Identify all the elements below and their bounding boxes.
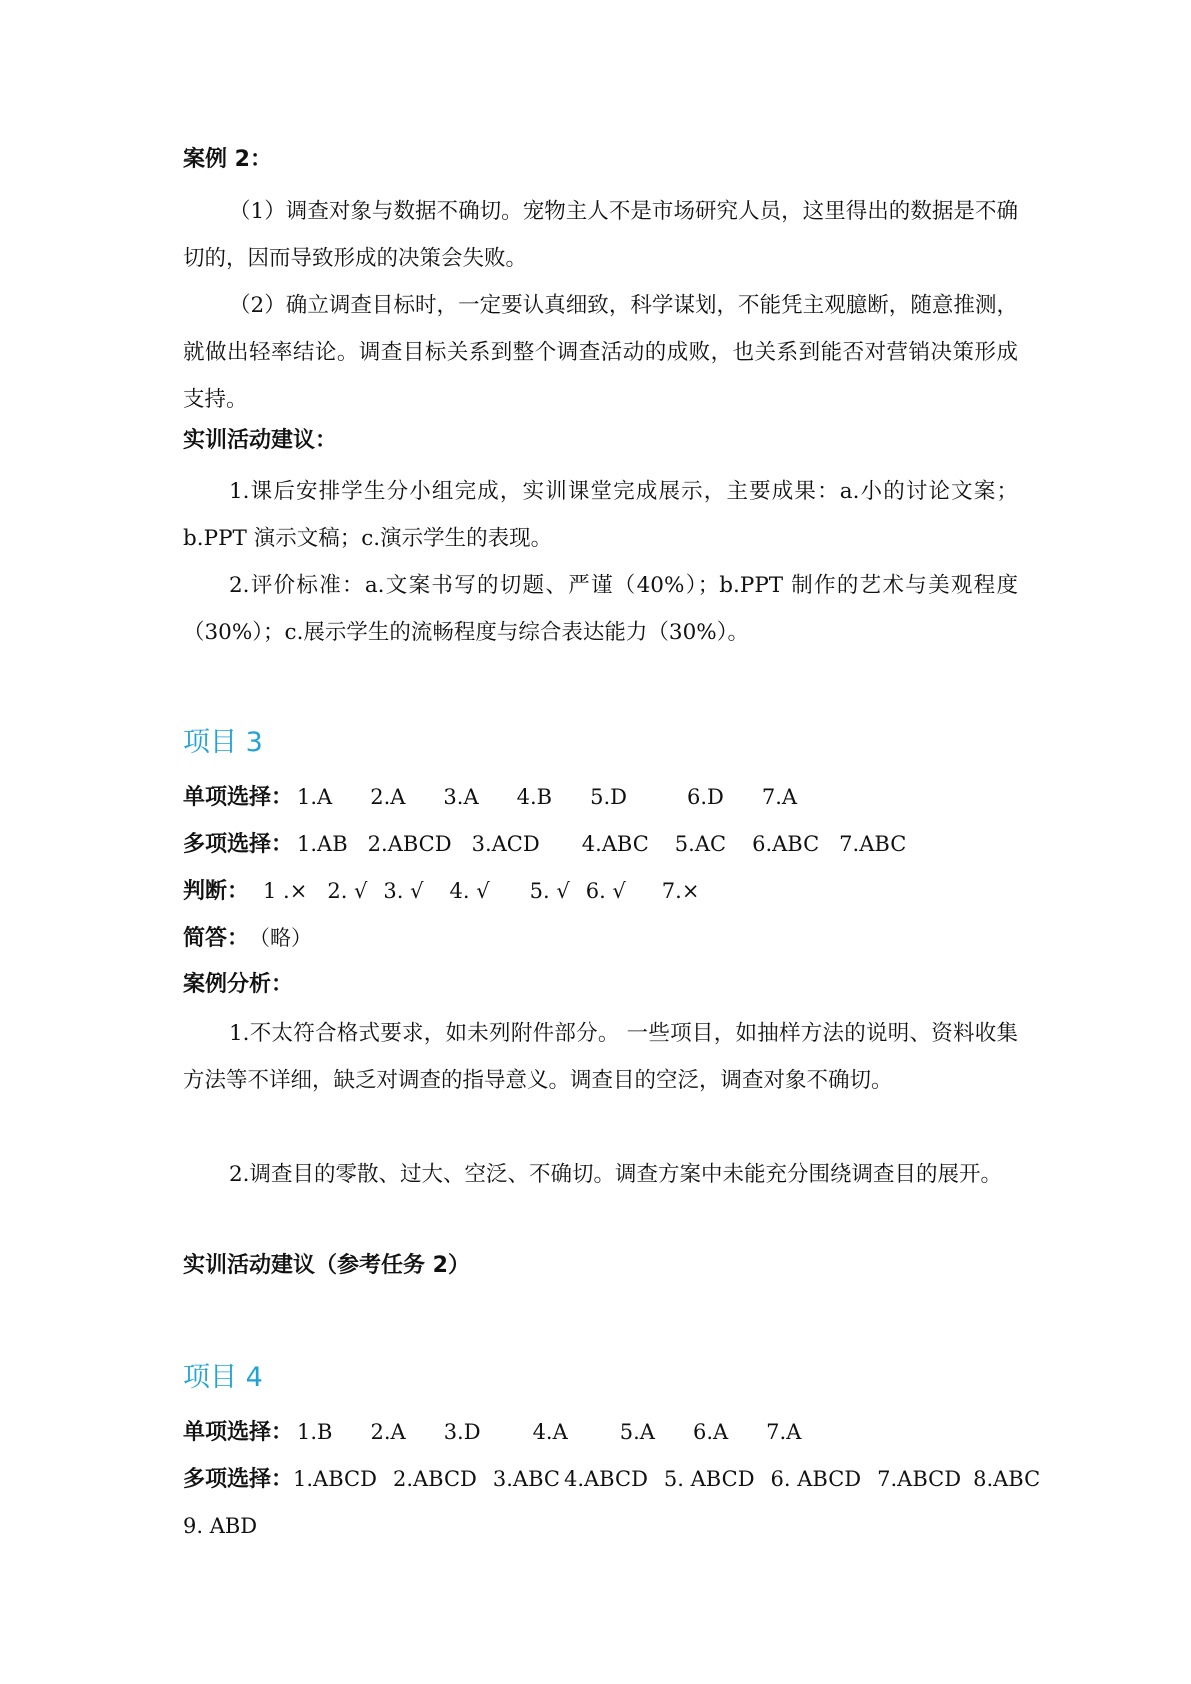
project4-single-choice-row [183,1420,1018,1445]
short-answer-label: 简答： [183,926,250,951]
project4-multi-choice-row [183,1467,1041,1492]
answer-item: 6. ABCD [770,1467,862,1491]
answer-item: 4.B [516,785,553,809]
answer-item: 3.ACD [471,832,540,856]
judge-label: 判断： [183,879,250,904]
case2-label: 案例 2： [183,147,272,172]
answer-item: 1.AB [297,832,348,856]
project3-judge-row [183,879,1018,904]
answer-item: 4.A [532,1420,568,1444]
answer-item: 1.ABCD [293,1467,377,1491]
multi-choice-label: 多项选择： [183,1467,294,1492]
single-choice-label: 单项选择： [183,1420,294,1445]
answer-item: 7.A [766,1420,802,1444]
project3-multi-choice-row [183,832,1018,857]
case2-paragraph-1: （1）调查对象与数据不确切。宠物主人不是市场研究人员，这里得出的数据是不确切的，因而导致形成的决策会失败。 [183,199,1018,271]
answer-item: 5.A [619,1420,655,1444]
answer-item: 5.AC [674,832,727,856]
answer-item: 3. √ [383,879,424,903]
answer-item: 4.ABC [581,832,649,856]
answer-item: 5. ABCD [663,1467,755,1491]
answer-item: 6.ABC [752,832,820,856]
answer-item: 3.A [443,785,479,809]
answer-item: 1.B [297,1420,333,1444]
answer-item: 5. √ [529,879,570,903]
answer-item: 5.D [590,785,627,809]
answer-item: 3.ABC [492,1467,560,1491]
case-analysis-label: 案例分析： [183,972,294,997]
training-label: 实训活动建议： [183,428,338,453]
answer-item: 8.ABC [973,1467,1041,1491]
answer-item: 7.ABC [839,832,907,856]
answer-item: 2.ABCD [392,1467,477,1491]
answer-item: 4.ABCD [563,1467,648,1491]
answer-item: 6. √ [585,879,626,903]
single-choice-label: 单项选择： [183,785,294,810]
training-paragraph-1: 1.课后安排学生分小组完成，实训课堂完成展示，主要成果：a.小的讨论文案；b.PPT 演示文稿；c.演示学生的表现。 [183,479,1018,551]
project3-short-answer-row [183,926,1018,951]
project3-training-label: 实训活动建议（参考任务 2） [183,1253,470,1278]
project4-heading: 项目 4 [183,1362,263,1393]
training-paragraph-2: 2.评价标准：a.文案书写的切题、严谨（40%）；b.PPT 制作的艺术与美观程度（30%）；c.展示学生的流畅程度与综合表达能力（30%）。 [183,573,1018,645]
answer-item: 2.ABCD [367,832,452,856]
case-analysis-paragraph-1: 1.不太符合格式要求，如未列附件部分。 一些项目，如抽样方法的说明、资料收集方法等不详细，缺乏对调查的指导意义。调查目的空泛，调查对象不确切。 [183,1021,1018,1093]
answer-item: 7.ABCD [877,1467,962,1491]
project3-heading: 项目 3 [183,727,263,758]
multi-choice-label: 多项选择： [183,832,294,857]
short-answer-text: （略） [249,926,313,950]
case-analysis-paragraph-2: 2.调查目的零散、过大、空泛、不确切。调查方案中未能充分围绕调查目的展开。 [229,1162,1003,1187]
answer-item: 6.D [686,785,724,809]
answer-item: 9. ABD [183,1514,258,1538]
project3-single-choice-row [183,785,1018,810]
case2-paragraph-2: （2）确立调查目标时，一定要认真细致，科学谋划，不能凭主观臆断，随意推测，就做出轻率结论。调查目标关系到整个调查活动的成败，也关系到能否对营销决策形成支持。 [183,293,1018,412]
answer-item: 1.A [297,785,333,809]
answer-item: 7.A [761,785,798,809]
answer-item: 2.A [370,1420,406,1444]
answer-item: 7.× [661,879,700,903]
answer-item: 3.D [443,1420,481,1444]
answer-item: 1 .× [263,879,308,903]
answer-item: 2.A [370,785,406,809]
answer-item: 4. √ [449,879,490,903]
answer-item: 6.A [692,1420,729,1444]
project4-multi-choice-continued [183,1514,1018,1538]
answer-item: 2. √ [327,879,368,903]
